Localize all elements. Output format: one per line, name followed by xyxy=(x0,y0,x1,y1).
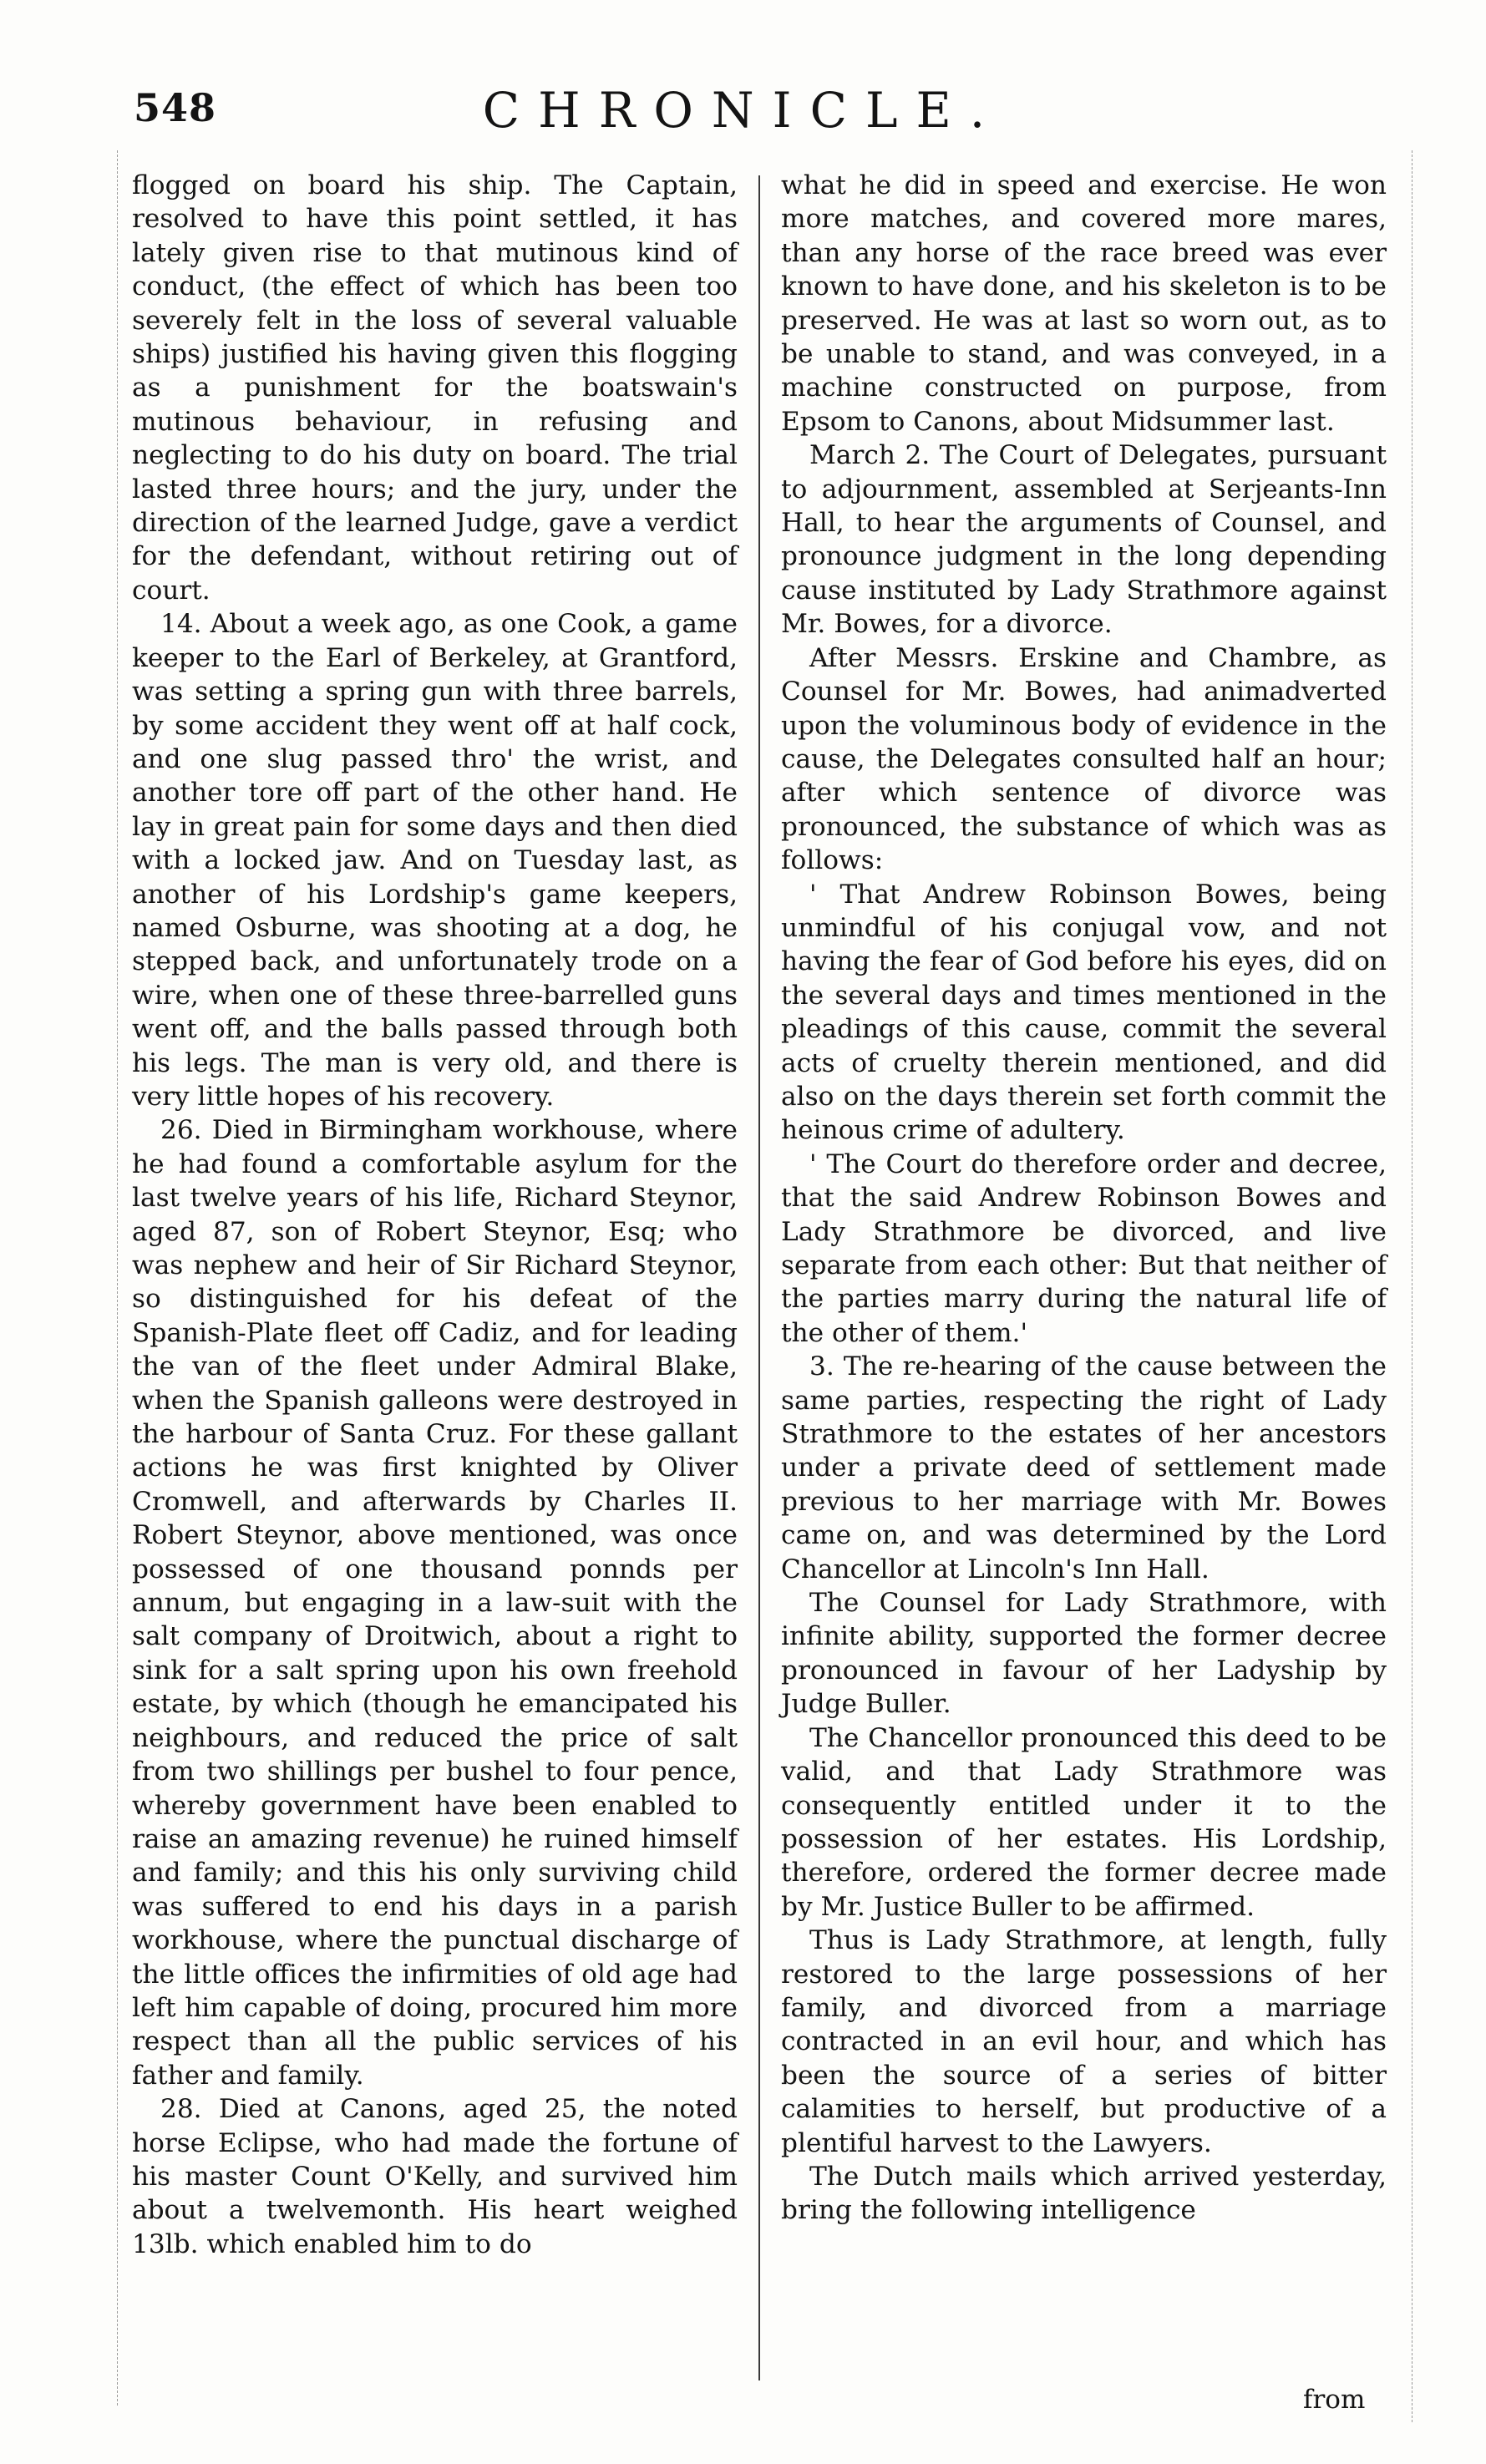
page-header xyxy=(125,82,1361,140)
paragraph: what he did in speed and exercise. He won more matches, and covered more mares, than any horse of the race breed was ever known to have done, and his skeleton is to be preserved. He was at last so worn out, as to be unable to stand, and was conveyed, in a machine constructed on purpose, from Epsom to Canons, about Midsummer last. xyxy=(781,170,1387,437)
paragraph: 26. Died in Birmingham workhouse, where he had found a comfortable asylum for the last twelve years of his life, Richard Steynor, aged 87, son of Robert Steynor, Esq; who was nephew and heir of Sir Richard Steynor, so distinguished for his defeat of the Spanish-Plate fleet off Cadiz, and for leading the van of the fleet under Admiral Blake, when the Spanish galleons were destroyed in the harbour of Santa Cruz. For these gallant actions he was first knighted by Oliver Cromwell, and afterwards by Charles II. Robert Steynor, above mentioned, was once possessed of one thousand ponnds per annum, but engaging in a law-suit with the salt company of Droitwich, about a right to sink for a salt spring upon his own freehold estate, by which (though he emancipated his neighbours, and reduced the price of salt from two shillings per bushel to four pence, whereby government have been enabled to raise an amazing revenue) he ruined himself and family; and this his only surviving child was suffered to end his days in a parish workhouse, where the punctual discharge of the little offices the infirmities of old age had left him capable of doing, procured him more respect than all the public services of his father and family. xyxy=(132,1115,738,2091)
column-divider xyxy=(758,175,760,2380)
paragraph: The Counsel for Lady Strathmore, with infinite ability, supported the former decree pronounced in favour of her Ladyship by Judge Buller. xyxy=(781,1588,1387,1720)
running-head: CHRONICLE. xyxy=(482,82,1004,139)
catchword: from xyxy=(1303,2385,1366,2415)
page-edge-left xyxy=(117,150,118,2406)
right-column xyxy=(781,169,1387,2228)
paragraph: After Messrs. Erskine and Chambre, as Counsel for Mr. Bowes, had animadverted upon the voluminous body of evidence in the cause, the Delegates consulted half an hour; after which sentence of divorce was pronounced, the substance of which was as follows: xyxy=(781,642,1387,876)
paragraph: flogged on board his ship. The Captain, resolved to have this point settled, it has lately given rise to that mutinous kind of conduct, (the effect of which has been too severely felt in the loss of several valuable ships) justified his having given this flogging as a punishment for the boatswain's mutinous behaviour, in refusing and neglecting to do his duty on board. The trial lasted three hours; and the jury, under the direction of the learned Judge, gave a verdict for the defendant, without retiring out of court. xyxy=(132,170,738,606)
paragraph: 3. The re-hearing of the cause between the same parties, respecting the right of Lady Strathmore to the estates of her ancestors under a private deed of settlement made previous to her marriage with Mr. Bowes came on, and was determined by the Lord Chancellor at Lincoln's Inn Hall. xyxy=(781,1351,1387,1584)
paragraph: The Dutch mails which arrived yesterday, bring the following intelligence xyxy=(781,2161,1387,2226)
paragraph: ' That Andrew Robinson Bowes, being unmindful of his conjugal vow, and not having the fear of God before his eyes, did on the several days and times mentioned in the pleadings of this cause, commit the several acts of cruelty therein mentioned, and did also on the days therein set forth commit the heinous crime of adultery. xyxy=(781,879,1387,1146)
paragraph: Thus is Lady Strathmore, at length, fully restored to the large possessions of her family, and divorced from a marriage contracted in an evil hour, and which has been the source of a series of bitter calamities to herself, but productive of a plentiful harvest to the Lawyers. xyxy=(781,1925,1387,2158)
paragraph: ' The Court do therefore order and decree, that the said Andrew Robinson Bowes and Lady Strathmore be divorced, and live separate from each other: But that neither of the parties marry during the natural life of the other of them.' xyxy=(781,1148,1387,1348)
left-column xyxy=(132,169,738,2261)
paragraph: March 2. The Court of Delegates, pursuant to adjournment, assembled at Serjeants-Inn Hall, to hear the arguments of Counsel, and pronounce judgment in the long depending cause instituted by Lady Strathmore against Mr. Bowes, for a divorce. xyxy=(781,440,1387,640)
paragraph: 14. About a week ago, as one Cook, a game keeper to the Earl of Berkeley, at Grantford, was setting a spring gun with three barrels, by some accident they went off at half cock, and one slug passed thro' the wrist, and another tore off part of the other hand. He lay in great pain for some days and then died with a locked jaw. And on Tuesday last, as another of his Lordship's game keepers, named Osburne, was shooting at a dog, he stepped back, and unfortunately trode on a wire, when one of these three-barrelled guns went off, and the balls passed through both his legs. The man is very old, and there is very little hopes of his recovery. xyxy=(132,609,738,1112)
paragraph: The Chancellor pronounced this deed to be valid, and that Lady Strathmore was consequently entitled under it to the possession of her estates. His Lordship, therefore, ordered the former decree made by Mr. Justice Buller to be affirmed. xyxy=(781,1722,1387,1922)
paragraph: 28. Died at Canons, aged 25, the noted horse Eclipse, who had made the fortune of his master Count O'Kelly, and survived him about a twelvemonth. His heart weighed 13lb. which enabled him to do xyxy=(132,2094,738,2259)
page-number: 548 xyxy=(134,85,217,130)
